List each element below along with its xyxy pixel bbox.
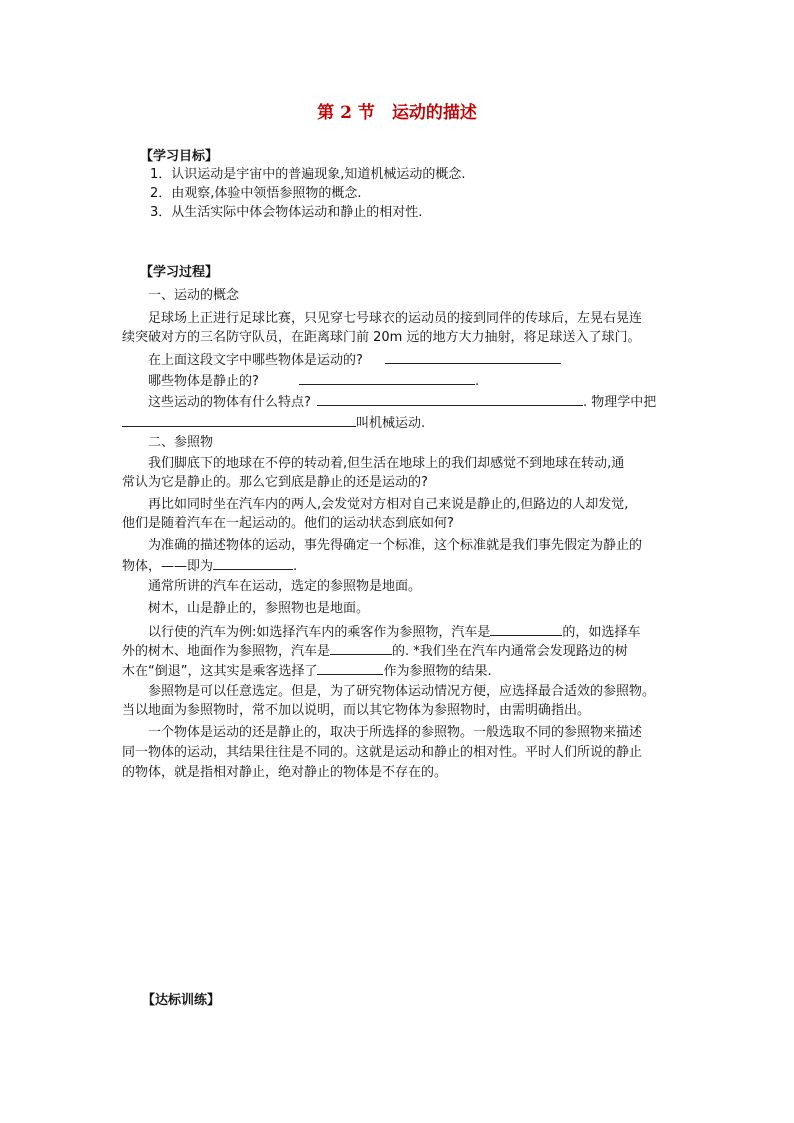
paragraph-line: 足球场上正进行足球比赛，只见穿七号球衣的运动员的接到同伴的传球后，左晃右晃连	[148, 311, 643, 326]
objective-item: 3．从生活实际中体会物体运动和静止的相对性.	[150, 205, 423, 220]
section-heading: 二、参照物	[148, 435, 214, 450]
paragraph-text: 的. *我们坐在汽车内通常会发现路边的树	[392, 644, 628, 659]
paragraph-line: 我们脚底下的地球在不停的转动着,但生活在地球上的我们却感觉不到地球在转动,通	[148, 456, 625, 471]
question-text: 在上面这段文字中哪些物体是运动的?	[148, 353, 363, 368]
paragraph-line: 他们是随着汽车在一起运动的。他们的运动状态到底如何?	[122, 516, 454, 531]
objectives-header: 【学习目标】	[140, 149, 219, 164]
question-line	[148, 350, 561, 370]
paragraph-line: 再比如同时坐在汽车内的两人,会发觉对方相对自己来说是静止的,但路边的人却发觉,	[148, 497, 629, 512]
paragraph-line	[122, 661, 492, 681]
training-header: 【达标训练】	[142, 993, 221, 1008]
answer-blank[interactable]	[330, 641, 392, 655]
paragraph-line: 当以地面为参照物时，常不加以说明，而以其它物体为参照物时，由需明确指出。	[122, 703, 591, 718]
question-text: 哪些物体是静止的?	[148, 374, 259, 389]
paragraph-text: 的，如选择车	[562, 625, 641, 640]
question-line	[148, 392, 656, 412]
paragraph-line: 同一物体的运动，其结果往往是不同的。这就是运动和静止的相对性。平时人们所说的静止	[122, 745, 643, 760]
paragraph-text: 作为参照物的结果.	[383, 664, 492, 679]
paragraph-line	[122, 641, 628, 661]
paragraph-line	[148, 622, 640, 642]
paragraph-text: 物体，——即为	[122, 559, 214, 574]
paragraph-line: 树木，山是静止的，参照物也是地面。	[148, 601, 370, 616]
answer-blank[interactable]	[490, 622, 562, 636]
objective-item: 2．由观察,体验中领悟参照物的概念.	[150, 186, 362, 201]
answer-blank[interactable]	[122, 413, 356, 427]
answer-blank[interactable]	[317, 392, 583, 406]
paragraph-text: 木在“倒退”，这其实是乘客选择了	[122, 664, 318, 679]
paragraph-line	[122, 556, 297, 576]
paragraph-line: 常认为它是静止的。那么它到底是静止的还是运动的?	[122, 475, 428, 490]
section-heading: 一、运动的概念	[148, 288, 240, 303]
paragraph-line: 一个物体是运动的还是静止的，取决于所选择的参照物。一般选取不同的参照物来描述	[148, 725, 643, 740]
paragraph-line: 为准确的描述物体的运动，事先得确定一个标准，这个标准就是我们事先假定为静止的	[148, 538, 643, 553]
answer-blank[interactable]	[385, 350, 561, 364]
process-header: 【学习过程】	[140, 265, 219, 280]
punctuation: .	[475, 374, 480, 389]
paragraph-line: 的物体，就是指相对静止，绝对静止的物体是不存在的。	[122, 765, 448, 780]
paragraph-line: 参照物是可以任意选定。但是，为了研究物体运动情况方便，应选择最合适效的参照物。	[148, 684, 656, 699]
answer-blank[interactable]	[299, 371, 475, 385]
answer-blank[interactable]	[213, 556, 293, 570]
objective-item: 1．认识运动是宇宙中的普遍现象,知道机械运动的概念.	[150, 167, 466, 182]
question-text: . 物理学中把	[583, 395, 657, 410]
paragraph-text: 以行使的汽车为例:如选择汽车内的乘客作为参照物，汽车是	[148, 625, 491, 640]
question-text: 这些运动的物体有什么特点?	[148, 395, 311, 410]
paragraph-line: 通常所讲的汽车在运动，选定的参照物是地面。	[148, 579, 422, 594]
question-line	[148, 371, 479, 391]
question-line	[122, 413, 425, 433]
answer-blank[interactable]	[317, 661, 383, 675]
paragraph-line: 续突破对方的三名防守队员，在距离球门前 20m 远的地方大力抽射，将足球送入了球门。	[122, 330, 641, 345]
page-title: 第 2 节 运动的描述	[317, 103, 477, 123]
punctuation: .	[293, 559, 298, 574]
paragraph-text: 外的树木、地面作为参照物，汽车是	[122, 644, 331, 659]
question-text: 叫机械运动.	[356, 416, 426, 431]
